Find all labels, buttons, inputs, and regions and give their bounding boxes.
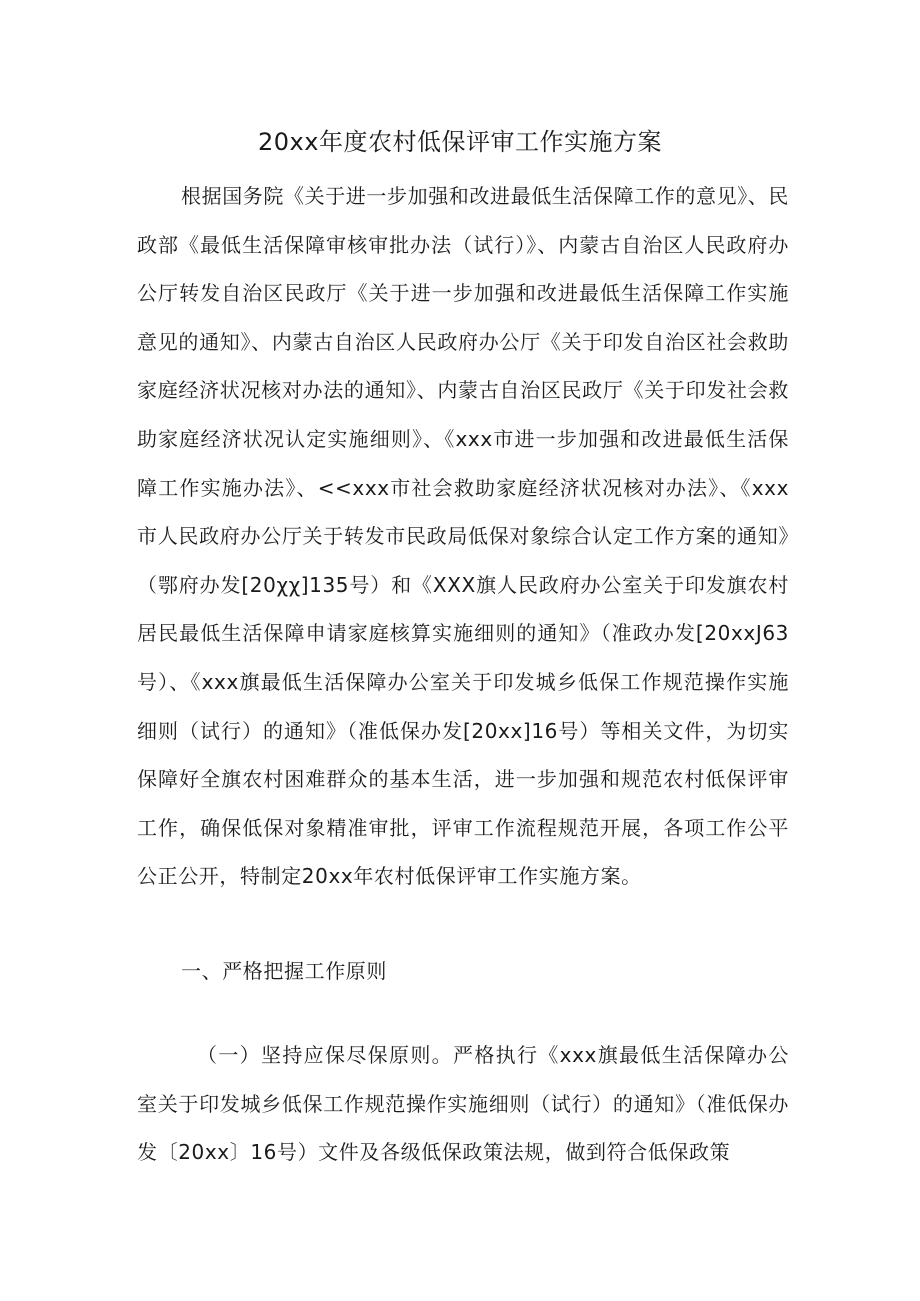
document-title: 20xx年度农村低保评审工作实施方案 [258,128,662,156]
body-paragraph-intro: 根据国务院《关于进一步加强和改进最低生活保障工作的意见》、民政部《最低生活保障审核审批办法（试行）》、内蒙古自治区人民政府办公厅转发自治区民政厅《关于进一步加强和改进最低生活保障工作实施意见的通知》、内蒙古自治区人民政府办公厅《关于印发自治区社会救助家庭经济状况核对办法的通知》、内蒙古自治区民政厅《关于印发社会救助家庭经济状况认定实施细则》、《xxx市进一步加强和改进最低生活保障工作实施办法》、<<xxx市社会救助家庭经济状况核对办法》、《xxx市人民政府办公厅关于转发市民政局低保对象综合认定工作方案的通知》（鄂府办发[20χχ]135号）和《XXX旗人民政府办公室关于印发旗农村居民最低生活保障申请家庭核算实施细则的通知》（准政办发[20xxJ63号）、《xxx旗最低生活保障办公室关于印发城乡低保工作规范操作实施细则（试行）的通知》（准低保办发[20xx]16号）等相关文件，为切实保障好全旗农村困难群众的基本生活，进一步加强和规范农村低保评审工作，确保低保对象精准审批，评审工作流程规范开展，各项工作公平公正公开，特制定20xx年农村低保评审工作实施方案。 [137,184,789,889]
section-heading: 一、严格把握工作原则 [181,959,387,983]
sub-paragraph: （一）坚持应保尽保原则。严格执行《xxx旗最低生活保障办公室关于印发城乡低保工作规范操作实施细则（试行）的通知》（准低保办发〔20xx〕16号）文件及各级低保政策法规，做到符合低保政策 [137,1043,789,1165]
